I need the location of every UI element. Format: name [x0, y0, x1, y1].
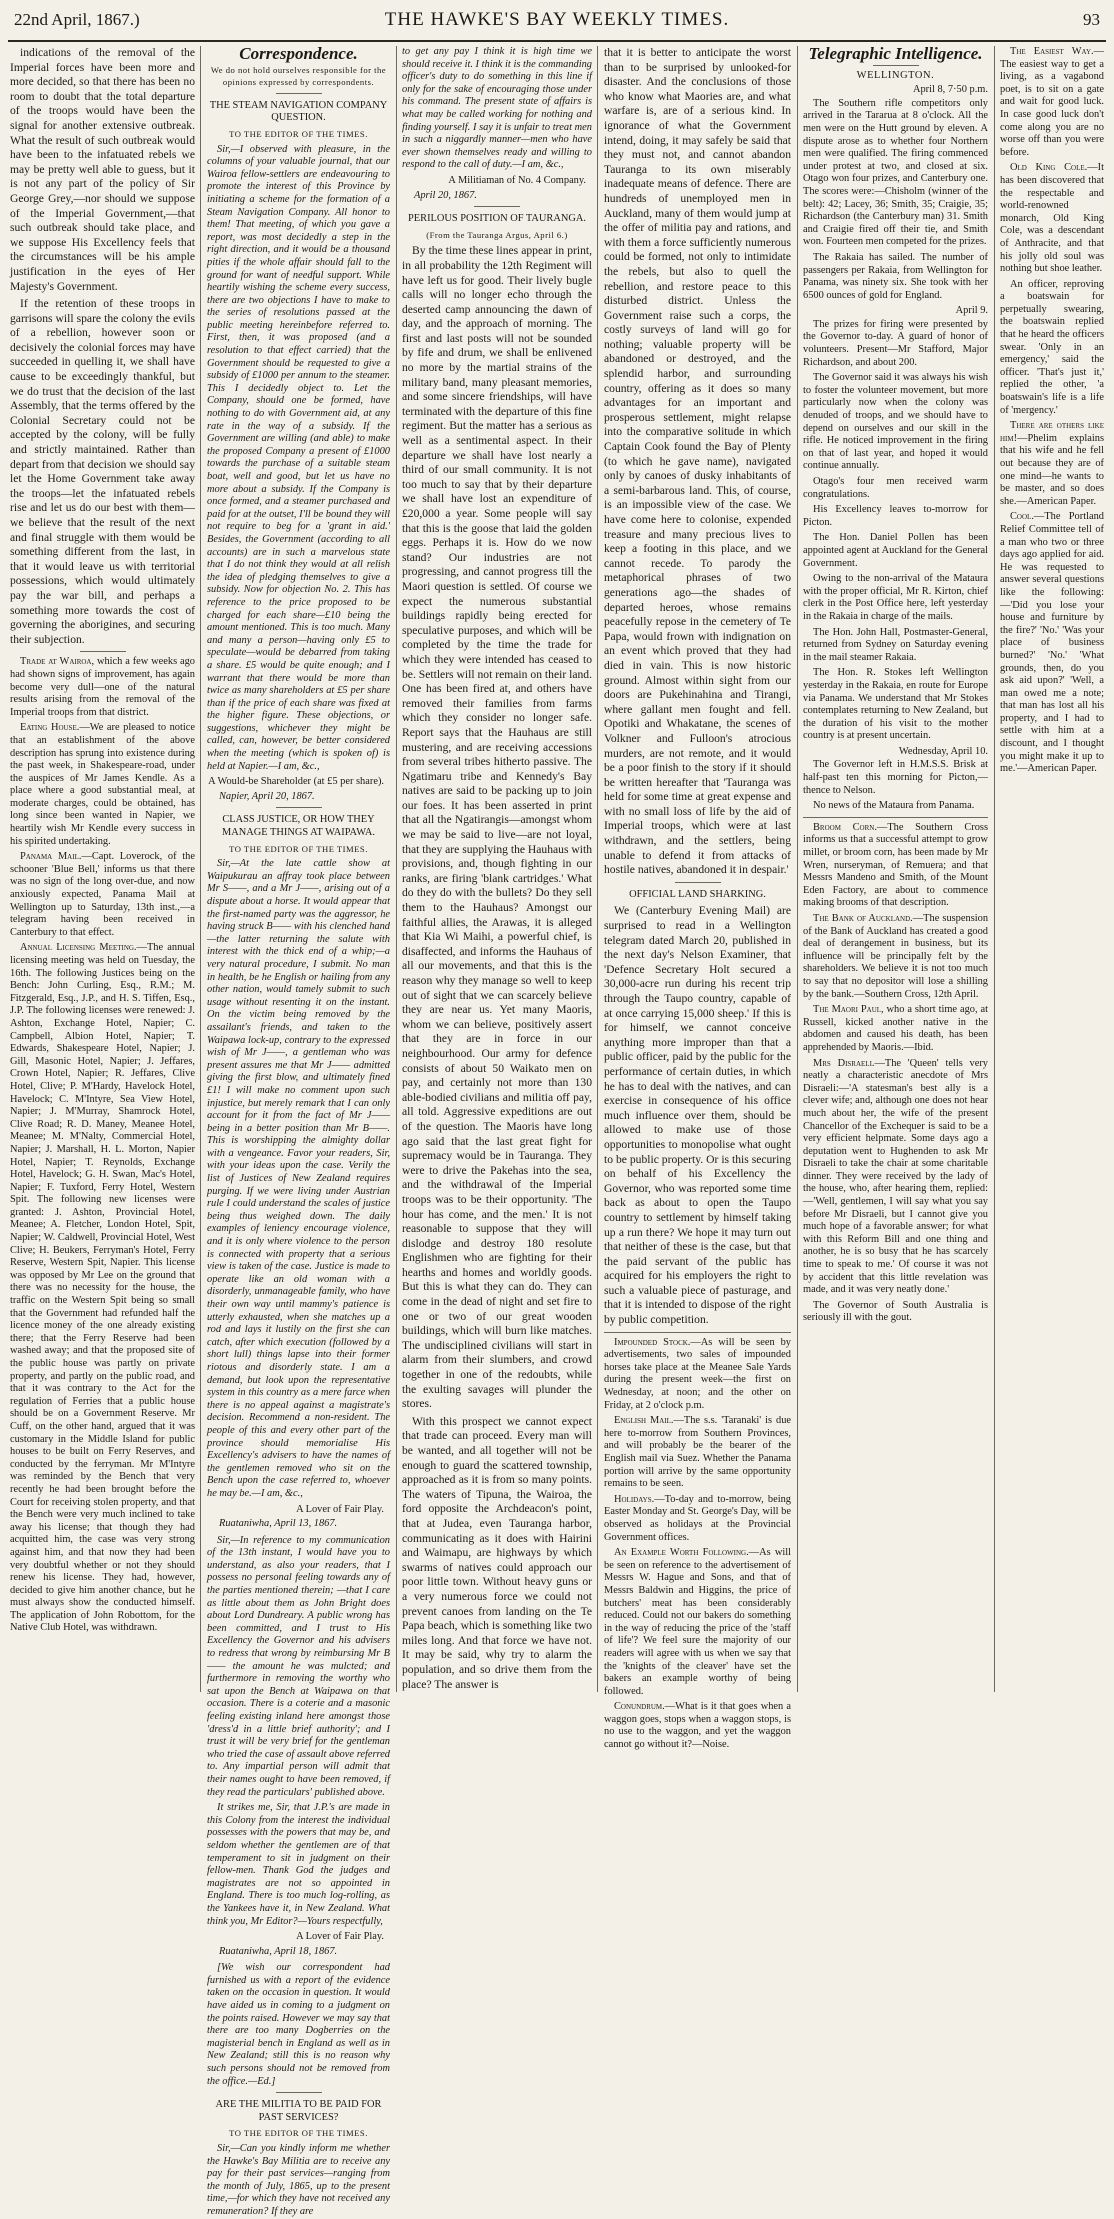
separator: [675, 882, 721, 883]
letter-date: April 20, 1867.: [414, 189, 477, 201]
telegram: The Southern rifle competitors only arrived in the Tararua at 8 o'clock. All the men were on the Hutt ground by eleven. A dispute arose as to whether four Northern men were qualified. The firing commenced under protest at two, and closed at six. Otago won four prizes, and Canterbury one. The scores were:—Chisholm (winner of the belt): 42; Lacey, 36; Smith, 35; Craigie, 35; Richardson (the Canterbury man) 31. Smith and Craigie fired off their tie, and Smith won. Fourteen men competed for the prizes.: [803, 97, 988, 248]
dateline: Wednesday, April 10.: [898, 745, 988, 757]
news-item-trade-wairoa: Trade at Wairoa, which a few weeks ago had shown signs of improvement, has again become very dull—one of the natural results arising from the removal of the Imperial troops from that district.: [10, 656, 195, 718]
column-6: [1000, 46, 1104, 1692]
editorial-paragraph: If the retention of these troops in garrisons will spare the colony the evils of a rebellion, however soon or decisively the colonial forces may have succeeded in quelling it, we shall have cause to be exceedingly thankful, but we do trust that the decision of the last Assembly, that the terms offered by the Colonial Secretary could not be accepted by the colony, will be fully and strictly maintained. Rather than depart from that decision we should say let the Home Government take away the troops—let the infatuated rebels rise and let us do our best with them—we believe that the result of the next and final struggle with them would be something different from the last, in that it would leave us with territorial possessions, which would ultimately pay the war bill, and perhaps a something more towards the cost of governing the aborigines, and securing their subjection.: [10, 297, 195, 646]
telegram: Otago's four men received warm congratulations.: [803, 476, 988, 500]
letter-body: Sir,—Can you kindly inform me whether the Hawke's Bay Militia are to receive any pay for their past services—ranging from the month of July, 1865, up to the present time,—for which they have not received any remuneration? If they are: [207, 2143, 390, 2217]
news-item-cool: Cool.—The Portland Relief Committee tell of a man who two or three days ago applied for aid. He was requested to answer several questions like the following: —'Did you lose your house and furniture by the fire?' 'No.' 'Was your place of business burned?' 'No.' 'What grounds, then, do you ask aid upon?' 'Well, a man owed me a note; that man has lost all his property, and I had to settle with him at a discount, and I thought you might make it up to me.'—American Paper.: [1000, 511, 1104, 775]
letter-body: It strikes me, Sir, that J.P.'s are made in this Colony from the interest the individual possesses with the powers that may be, and seldom whether the gentlemen are of that temperament to sit in judgment on their fellow-men. Thank God the judges and magistrates are not so appointed in England. There is too much log-rolling, as the Yankees have it, in New Zealand. What think you, Mr Editor?—Yours respectfully,: [207, 1802, 390, 1927]
article-title: OFFICIAL LAND SHARKING.: [629, 888, 766, 900]
article-body: We (Canterbury Evening Mail) are surprised to read in a Wellington telegram dated March 20, published in the next day's Nelson Examiner, that 'Defence Secretary Holt secured a 30,000-acre run during his recent trip through the Taupo country, capable of at once carrying 15,000 sheep.' If this is for himself, we cannot conceive anything more improper than that a public officer, paid by the public for the performance of certain duties, in which he has to deal with the natives, and can exercise in consequence of his office much influence over them, should be allowed to make use of those opportunities to monopolise what ought to be public property. Or is this securing on behalf of his Excellency the Governor, who was reported some time back as about to open the Taupo country to settlement by himself taking up a run there? We hope it may turn out that neither of these is the case, but that the paid servant of the public has acquired for his employers the right to such a valuable piece of pasturage, and that it is intended to dispose of the right by public competition.: [604, 904, 791, 1327]
news-item-holidays: Holidays.—To-day and to-morrow, being Easter Monday and St. George's Day, will be observed as holidays at the Provincial Government offices.: [604, 1493, 791, 1543]
column-rule: [797, 46, 798, 1692]
letter-addressee: TO THE EDITOR OF THE TIMES.: [229, 2128, 368, 2139]
telegram: No news of the Mataura from Panama.: [813, 800, 975, 812]
telegram: The prizes for firing were presented by the Governor to-day. A guard of honor of volunteers. Present—Mr Stafford, Major Richardson, and about 200.: [803, 318, 988, 368]
column-5: [803, 46, 988, 1692]
separator: [276, 93, 322, 94]
separator: [873, 65, 919, 66]
separator: [80, 651, 126, 652]
news-item-eating-house: Eating House.—We are pleased to notice that an establishment of the above description has sprung into existence during the past week, in Shakespeare-road, under the auspices of Mr James Kendle. As a place where a good substantial meal, at moderate charges, could be obtained, has long since been wanted in Napier, we heartily wish Mr Kendle every success in his spirited undertaking.: [10, 722, 195, 847]
news-item-old-king-cole: Old King Cole.—It has been discovered that the respectable and world-renowned monarch, Old King Cole, was a descendant of Anthracite, and that his jolly old soul was nothing but shoe leather.: [1000, 162, 1104, 275]
dateline: April 9.: [955, 305, 988, 317]
column-1: [10, 46, 195, 1692]
correspondence-heading: Correspondence.: [239, 44, 358, 63]
dateline: April 8, 7·50 p.m.: [912, 84, 988, 96]
newspaper-title: THE HAWKE'S BAY WEEKLY TIMES.: [384, 9, 730, 30]
news-item-impounded-stock: Impounded Stock.—As will be seen by advertisements, two sales of impounded horses take place at the Meanee Sale Yards during the present week—the first on Wednesday, at noon; and the other on Friday, at 2 o'clock p.m.: [604, 1336, 791, 1411]
separator: [803, 817, 988, 818]
telegram: The Rakaia has sailed. The number of passengers per Rakaia, from Wellington for Panama, was ninety six. She took with her 6500 ounces of gold for England.: [803, 251, 988, 301]
article-body: With this prospect we cannot expect that trade can proceed. Every man will be wanted, and all together will not be enough to guard the scattered township, approached as it is from so many points. The waters of Tipuna, the Wairoa, the ford opposite the Archdeacon's point, that at Judea, even Tauranga harbor, communicating as it does with Hairini and Waimapu, are highways by which swarms of natives could approach our poor little town. Without heavy guns or a very numerous force we could not prevent canoes from landing on the Te Papa beach, which is something like two miles long. And that force we have not. It may be said, why try to alarm the population, and so drive them from the place? The answer is: [402, 1414, 592, 1691]
telegram: The Hon. R. Stokes left Wellington yesterday in the Rakaia, en route for Europe via Panama. We understand that Mr Stokes contemplates returning to New Zealand, but the duration of his visit to the mother country is at present uncertain.: [803, 667, 988, 742]
article-body: By the time these lines appear in print, in all probability the 12th Regiment will have left us for good. Their lively bugle calls will no longer echo through the deserted camp announcing the dawn of day, and the approach of morning. The first and last posts will not be sounded by fife and drum, we shall be enlivened no more by the martial strains of the military band, many pleasant memories, and some sincere friendships, will have terminated with the departure of this fine regiment. But the matter has a serious as well as a sentimental aspect. In their departure we shall have lost nearly a third of our small community. It is not too much to say that by their departure we shall have lost an expenditure of £20,000 a year. Some people will say that this is the goose that laid the golden eggs. Perhaps it is. How do we now stand? Our industries are not progressing, and cannot progress till the Maori question is settled. Of course we expect the numerous substantial buildings rapidly being erected for speculative purposes, and which will be completed by the time the trade for which they were intended has ceased to be. Settlers will not remain on their land. One has been fired at, and others have removed their families from farms which they consider no longer safe. Report says that the Hauhaus are still mustering, and are receiving accessions from several tribes hitherto passive. The Ngatimaru tribe and Kennedy's Bay natives are said to be packing up to join our foes. It has been asserted in print that all the Ngatirangis—amongst whom we may be said to live—are not loyal, that they are supplying the Hauhaus with provisions, and, though fighting in our ranks, are firing 'blank cartridges.' What do they do with the bullets? Do they sell them to the Hauhaus? Amongst our faithful allies, the Arawas, it is alleged that Kia Wi Maihi, a powerful chief, is disaffected, and informs the Hauhaus of all our movements, and that this is the reason why they manage so well to keep out of sight that we can scarcely believe they are near us. Yet many Maoris, whom we can believe, positively assert that they are in force in our neighbourhood. Our army for defence consists of about 50 Waikato men on pay, and certainly not more than 130 able-bodied civilians and militia off pay, all told. Aggressive expeditions are out of the question. The Maoris have long ago said that the last great fight for supremacy would be in Tauranga. They were to drive the Pakehas into the sea, and the withdrawal of the Imperial troops was to be their opportunity. 'The hour has come, and the men.' It is not reasonable to suppose that they will dislodge and destroy 180 resolute Englishmen who are fighting for their hearths and homes and worldly goods. But this is what they can do. They can come in the dead of night and set fire to one or two of our great wooden buildings, which will burn like matches. The undisciplined civilians will start in alarm from their slumbers, and crowd together in one of the redoubts, while the exulting savages will plunder the stores.: [402, 244, 592, 1411]
column-rule: [597, 46, 598, 1692]
column-3: [402, 46, 592, 1692]
news-item-governor-sa: The Governor of South Australia is seriously ill with the gout.: [803, 1299, 988, 1324]
letter-body: Sir,—I observed with pleasure, in the columns of your valuable journal, that our Wairoa fellow-settlers are endeavouring to promote the interest of this Province by initiating a scheme for the formation of a Steam Navigation Company. All honor to them! That meeting, of which you gave a report, was most decidedly a step in the right direction, and it would be a thousand pities if the whole affair should fall to the ground for want of needful support. While heartily wishing the scheme every success, there are two objections I have to make to the series of resolutions passed at the public meeting hereinbefore referred to. First, then, it was proposed (and a resolution to that effect carried) that the Government should be requested to give a subsidy of £1000 per annum to the steamer. This I decidedly object to. Let the Company, should one be formed, have nothing to do with Government aid, at any rate in the way of a subsidy. If the Government are willing (and able) to make the proposed Company a present of £1000 towards the purchase of a suitable steam boat, well and good, but let us have no more about a subsidy. If the Company is once formed, and a steamer purchased and paid for at the outset, I'll be bound they will not require to beg for a 'grant in aid.' Besides, the Government (according to all accounts) are in such a marvelous state that I do not think they would at all relish the idea of pledging themselves to give a subsidy. Now for objection No. 2. This has reference to the price proposed to be charged for each share—£10 being the amount mentioned. This is too much. Many and many a person—having only £5 to speculate—would be debarred from taking a share. £5 would be quite enough; and I warrant that there would be more than twice as many shareholders at £5 per share than if the price of each share was fixed at the higher figure. These objections, or suggestions, whichever they might be called, can, however, be better considered when the meeting (which is spoken of) is held at Napier.—I am, &c.,: [207, 143, 390, 772]
news-item-licensing-meeting: Annual Licensing Meeting.—The annual licensing meeting was held on Tuesday, the 16th. The following Justices being on the Bench: John Curling, Esq., R.M.; M. Fitzgerald, Esq., J.P., and H. S. Tiffen, Esq., J.P. The following licenses were renewed: J. Ashton, Exchange Hotel, Napier; C. Campbell, Albion Hotel, Napier; T. Edwards, Shakespeare Hotel, Napier; J. Gill, Masonic Hotel, Napier; J. Jeffares, Crown Hotel, Napier; R. Jeffares, Clive Hotel, Clive; P. M'Hardy, Havelock Hotel, Havelock; C. M'Intyre, Sea View Hotel, Napier; J. M'Murray, Shamrock Hotel, Clive Road; R. D. Maney, Meanee Hotel, Meanee; M. M'Nalty, Commercial Hotel, Napier; J. Marshall, H. L. Morton, Napier Hotel, Napier; T. Reynolds, Exchange Hotel, Havelock; G. H. Swan, Mac's Hotel, Napier; F. Tuxford, Ferry Hotel, Western Spit. The following new licenses were granted: J. Ashton, Provincial Hotel, Meanee; A. Fletcher, London Hotel, Spit, Napier; W. Caldwell, Provincial Hotel, West Clive; H. Beukers, Ferryman's Hotel, Ferry Reserve, Western Spit, Napier. This license was opposed by Mr Lee on the ground that there was no necessity for the house, the traffic on the Western Spit being so small that the Government had refunded half the licence money of the one already existing there; that the Ferry Reserve had been washed away; and that the proposed site of the public house was partly on private property, and partly on the public road, and that it was contrary to the Act for the regulation of Ferries that a public house should be on a Government Reserve. Mr Cuff, on the other hand, argued that it was customary in the Middle Island for public houses to be built on Ferry Reserves, and conducted by the ferryman. Mr M'Intyre was reminded by the Bench that very recently he had been brought before the Court for receiving stolen property, and that the Bench were very much inclined to take away his license; that though they had acquitted him, the case was very strong against him, and that now they had been very doubtful whether or not they should renew his license. They had, however, decided to give him another chance, but he must always show the conducted himself. The application of John Robottom, for the Native Club Hotel, was withdrawn.: [10, 942, 195, 1634]
article-title: PERILOUS POSITION OF TAURANGA.: [408, 213, 586, 225]
letter-signature: A Would-be Shareholder (at £5 per share).: [208, 776, 384, 788]
separator: [276, 807, 322, 808]
article-body-continued: that it is better to anticipate the worst than to be surprised by unlooked-for disaster. And the conclusions of those who know what Maories are, and what warfare is, are of a serious kind. In ignorance of what the Government intend, doing, it may safely be said that they must not, and cannot abandon Tauranga to its own miserably inadequate means of defence. There are hundreds of unemployed men in Auckland, many of them would jump at the offer of militia pay and rations, and with them a force sufficiently numerous could be formed, not only to intimidate the rebels, but also to quell the rebellion, and restore peace to this disturbed district. Unless the Government raise such a corps, the costly surveys of land will go for nothing; valuable property will be abandoned or destroyed, and the splendid harbor, and surrounding country, offering as it does so many advantages for an important and prosperous settlement, might relapse into the comparative solitude in which Captain Cook found the Bay of Plenty (to which he gave name), navigated only by canoes of dusky inhabitants of a semi-barbarous land. This, of course, is an impossible view of the case. We have come here to colonise, expended treasure and many precious lives to keep a footing in this place, and we cannot recede. To parody the metaphorical phrases of two generations ago—the shades of departed heroes, whose remains peacefully repose in the cemetery of Te Papa, would frown with indignation on an event which proved that they had died in vain. This is now historic ground. Almost within sight from our doors are Pukehinahina and Tirangi, where gallant men fought and fell. Opotiki and Whakatane, the scenes of Volkner and Fulloon's atrocious murders, are not remote, and it would be a poor finish to the story if it should be written hereafter that 'Tauranga was held for some time at great expense and with no small loss of life by the aid of Imperial troops, which were at last withdrawn, and the settlers, being unable to defend it from attacks of hostile natives, abandoned it in despair.': [604, 46, 791, 877]
telegram: The Hon. John Hall, Postmaster-General, returned from Sydney on Saturday evening in the mail steamer Rakaia.: [803, 626, 988, 663]
letter-title: CLASS JUSTICE, OR HOW THEY MANAGE THINGS AT WAIPAWA.: [222, 814, 375, 839]
issue-date: 22nd April, 1867.): [14, 10, 140, 29]
news-item-boatswain: An officer, reproving a boatswain for perpetually swearing, the boatswain replied that he heard the officers swear. 'Only in an emergency,' said the officer. 'That's just it,' replied the other, 'a boatswain's life is a life of 'mergency.': [1000, 278, 1104, 416]
letter-date: Napier, April 20, 1867.: [219, 790, 315, 802]
letter-title: THE STEAM NAVIGATION COMPANY QUESTION.: [209, 99, 388, 124]
letter-signature: A Lover of Fair Play.: [296, 1931, 384, 1943]
letter-signature: A Militiaman of No. 4 Company.: [448, 174, 586, 186]
news-item-conundrum: Conundrum.—What is it that goes when a waggon goes, stops when a waggon stops, is no use to the waggon, and yet the waggon cannot go without it?—Noise.: [604, 1701, 791, 1751]
editor-note: [We wish our correspondent had furnished us with a report of the evidence taken on the occasion in question. It would have aided us in coming to a judgment on the points raised. However we may say that there are too many Dogberries on the magisterial bench in England as well as in New Zealand; still this is no reason why such persons should not be removed from the office.—Ed.]: [207, 1962, 390, 2087]
news-item-broom-corn: Broom Corn.—The Southern Cross informs us that a successful attempt to grow millet, or broom corn, has been made by Mr Wren, nurseryman, of Remuera; and that Messrs Mandeno and Smith, of the Mount Eden Factory, are about to commence making brooms of that description.: [803, 821, 988, 909]
letter-title: ARE THE MILITIA TO BE PAID FOR PAST SERVICES?: [215, 2099, 382, 2123]
editorial-disclaimer: We do not hold ourselves responsible for the opinions expressed by correspondents.: [210, 64, 387, 88]
letter-body: Sir,—In reference to my communication of the 13th instant, I would have you to understand, as also your readers, that I possess no personal feeling towards any of the parties mentioned therein; —that I care as little about them as John Bright does about Lord Dundreary. A public wrong has been committed, and I trust to His Excellency the Governor and his advisers to redress that wrong by reimbursing Mr B—— the amount he was mulcted; and furthermore in removing the worthy who sat upon the Bench at Waipawa on that occasion. There is a coterie and a masonic feeling existing inland here amongst those 'dress'd in a little brief authority'; and I trust it will be very brief for the gentleman who tried the case of assault above referred to. Any impartial person will admit that their names ought to have been removed, if they read the particulars' published above.: [207, 1534, 390, 1798]
telegraphic-heading: Telegraphic Intelligence.: [808, 44, 983, 63]
telegram: The Governor left in H.M.S.S. Brisk at half-past ten this morning for Picton,—thence to Nelson.: [803, 759, 988, 796]
column-rule: [396, 46, 397, 1692]
page-header: [8, 4, 1106, 42]
column-rule: [200, 46, 201, 1692]
letter-body-continued: to get any pay I think it is high time we should receive it. I think it is the commanding officer's duty to do something in this line if only for the sake of encouraging those under his command. The present state of affairs is what may be called working for nothing and finding yourself. I say it is unfair to treat men in such a niggardly manner—men who have ever shown themselves ready and willing to respond to the call of duty.—I am, &c.,: [402, 46, 592, 171]
letter-addressee: TO THE EDITOR OF THE TIMES.: [229, 128, 368, 139]
dateline-city: WELLINGTON.: [856, 69, 935, 81]
news-item-easiest-way: The Easiest Way.—The easiest way to get a living, as a vagabond poet, is to sit on a gate and wait for good luck. In case good luck don't come along you are no worse off than you were before.: [1000, 46, 1104, 158]
letter-date: Ruataniwha, April 13, 1867.: [219, 1518, 338, 1530]
article-source: (From the Tauranga Argus, April 6.): [426, 229, 568, 240]
column-2: [207, 44, 390, 2217]
news-item-example: An Example Worth Following.—As will be seen on reference to the advertisement of Messrs W. Hague and Sons, and that of Messrs Baldwin and Higgins, the price of butchers' meat has been considerably reduced. Could not our bakers do something in the way of reducing the price of the 'staff of life'? We feel sure the majority of our readers will agree with us when we say that the 'knights of the cleaver' have set the bakers an example worthy of being followed.: [604, 1547, 791, 1697]
news-item-maori-paul: The Maori Paul, who a short time ago, at Russell, kicked another native in the abdomen and caused his death, has been apprehended by Maoris.—Ibid.: [803, 1004, 988, 1053]
letter-date: Ruataniwha, April 18, 1867.: [219, 1945, 338, 1957]
news-item-others-like-him: There are others like him!—Phelim explains that his wife and he fell out because they are of one mind—he wants to be master, and so does she.—American Paper.: [1000, 420, 1104, 507]
page-number: 93: [1083, 10, 1100, 29]
telegram: The Governor said it was always his wish to foster the volunteer movement, but more particularly now when the colony was denuded of troops, and we should have to depend on ourselves and our skill in the rifle. He noticed improvement in the firing on that of last year, and hoped it would continue annually.: [803, 372, 988, 472]
news-item-mrs-disraeli: Mrs Disraeli.—The 'Queen' tells very neatly a characteristic anecdote of Mrs Disraeli:—'A statesman's best ally is a clever wife; and, although one does not hear much about her, the wife of the present Chancellor of the Exchequer is said to be a very efficient helpmate. Some days ago a deputation went to Hughenden to ask Mr Disraeli to take the chair at some charitable dinner. They were received by the lady of the house, who, after hearing them, replied:—'Well, gentlemen, I will say what you say before Mr Disraeli, but I cannot give you much hope of a favorable answer; for what with this Reform Bill and one thing and another, he is so busy that he has scarcely time to speak to me.' Of course it was not by accident that this little revelation was made, and it was very neatly done.': [803, 1057, 988, 1296]
letter-body: Sir,—At the late cattle show at Waipukurau an affray took place between Mr S——, and a Mr J——, arising out of a dispute about a horse. It would appear that the first-named party was the aggressor, he having struck B—— with his clenched hand—the latter returning the salute with interest with the thick end of a whip;—a very natural procedure, I submit. No man in health, be he English or hailing from any other nation, would tamely submit to such usage without resenting it on the instant. On the victim being removed by the assailant's friends, and taken to the Waipawa lock-up, contrary to the expressed wish of Mr J——, a gentleman who was present assures me that Mr J—— admitted giving the first blow, and ultimately fined £1! I will make no comment upon such injustice, but merely remark that I can only account for it from the fact of Mr J—— being in a better position than Mr B——. This is worshipping the almighty dollar with a vengeance. Favor your readers, Sir, with your ideas upon the case. Verily the list of Justices of New Zealand requires purging. If we were living under Austrian rule I could understand the scales of justice being thus weighed down. The daily examples of leniency encourage violence, and it is only where violence to the person is connected with property that a serious view is taken of the case. Justice is made to operate like an old woman with a disorderly, unmanageable family, who have their own way until mammy's patience is utterly exhausted, when she matches up a rod and lays it lustily on the first she can catch, after which execution (followed by a short lull) things lapse into their former riotous and disorderly state. I am a demand, but look upon the representative system in this country as a mere farce when there is no appeal against a magistrate's decision. Recommend a non-resident. The people of this and every other part of the province should memorialise His Excellency's advisers to have the names of the gentlemen removed who sit on the Bench upon the case referred to, whoever he may be.—I am, &c.,: [207, 858, 390, 1499]
letter-addressee: TO THE EDITOR OF THE TIMES.: [229, 843, 368, 854]
telegram: His Excellency leaves to-morrow for Picton.: [803, 504, 988, 528]
column-4: [604, 46, 791, 1751]
news-item-english-mail: English Mail.—The s.s. 'Taranaki' is due here to-morrow from Southern Provinces, and will probably be the bearer of the English mail via Suez. Whether the Panama portion will arrive by the same opportunity remains to be seen.: [604, 1415, 791, 1490]
telegram: The Hon. Daniel Pollen has been appointed agent at Auckland for the General Government.: [803, 532, 988, 569]
letter-signature: A Lover of Fair Play.: [296, 1503, 384, 1515]
news-item-bank-auckland: The Bank of Auckland.—The suspension of the Bank of Auckland has created a good deal of derangement in business, but its influence will be principally felt by the shareholders. We believe it is not too much to say that no depositor will lose a shilling by the bank.—Southern Cross, 12th April.: [803, 913, 989, 1000]
column-rule: [994, 46, 995, 1692]
news-item-panama-mail: Panama Mail.—Capt. Loverock, of the schooner 'Blue Bell,' informs us that there was no sign of the long over-due, and now anxiously expected, Panama Mail at Wellington up to Saturday, 13th inst.,—a telegram having been received in Canterbury to that effect.: [10, 851, 195, 938]
separator: [276, 2092, 322, 2093]
separator: [474, 206, 520, 207]
telegram: Owing to the non-arrival of the Mataura with the proper official, Mr R. Kirton, chief clerk in the Post Office here, left yesterday in the Rakaia in charge of the mails.: [803, 573, 988, 622]
separator: [604, 1332, 791, 1333]
editorial-paragraph: indications of the removal of the Imperial forces have been more and more decided, so that there has been no room to doubt that the total departure of the troops would have been the signal for another extensive outbreak. What the result of such outbreak would have been to the infatuated rebels we may be pretty well able to guess, but it is not any part of the policy of Sir George Grey,—nor should we suppose of the Imperial Government,—that such outbreak should take place, and we suppose His Excellency feels that the circumstances will be his ample justification in the eyes of Her Majesty's Government.: [10, 46, 195, 293]
